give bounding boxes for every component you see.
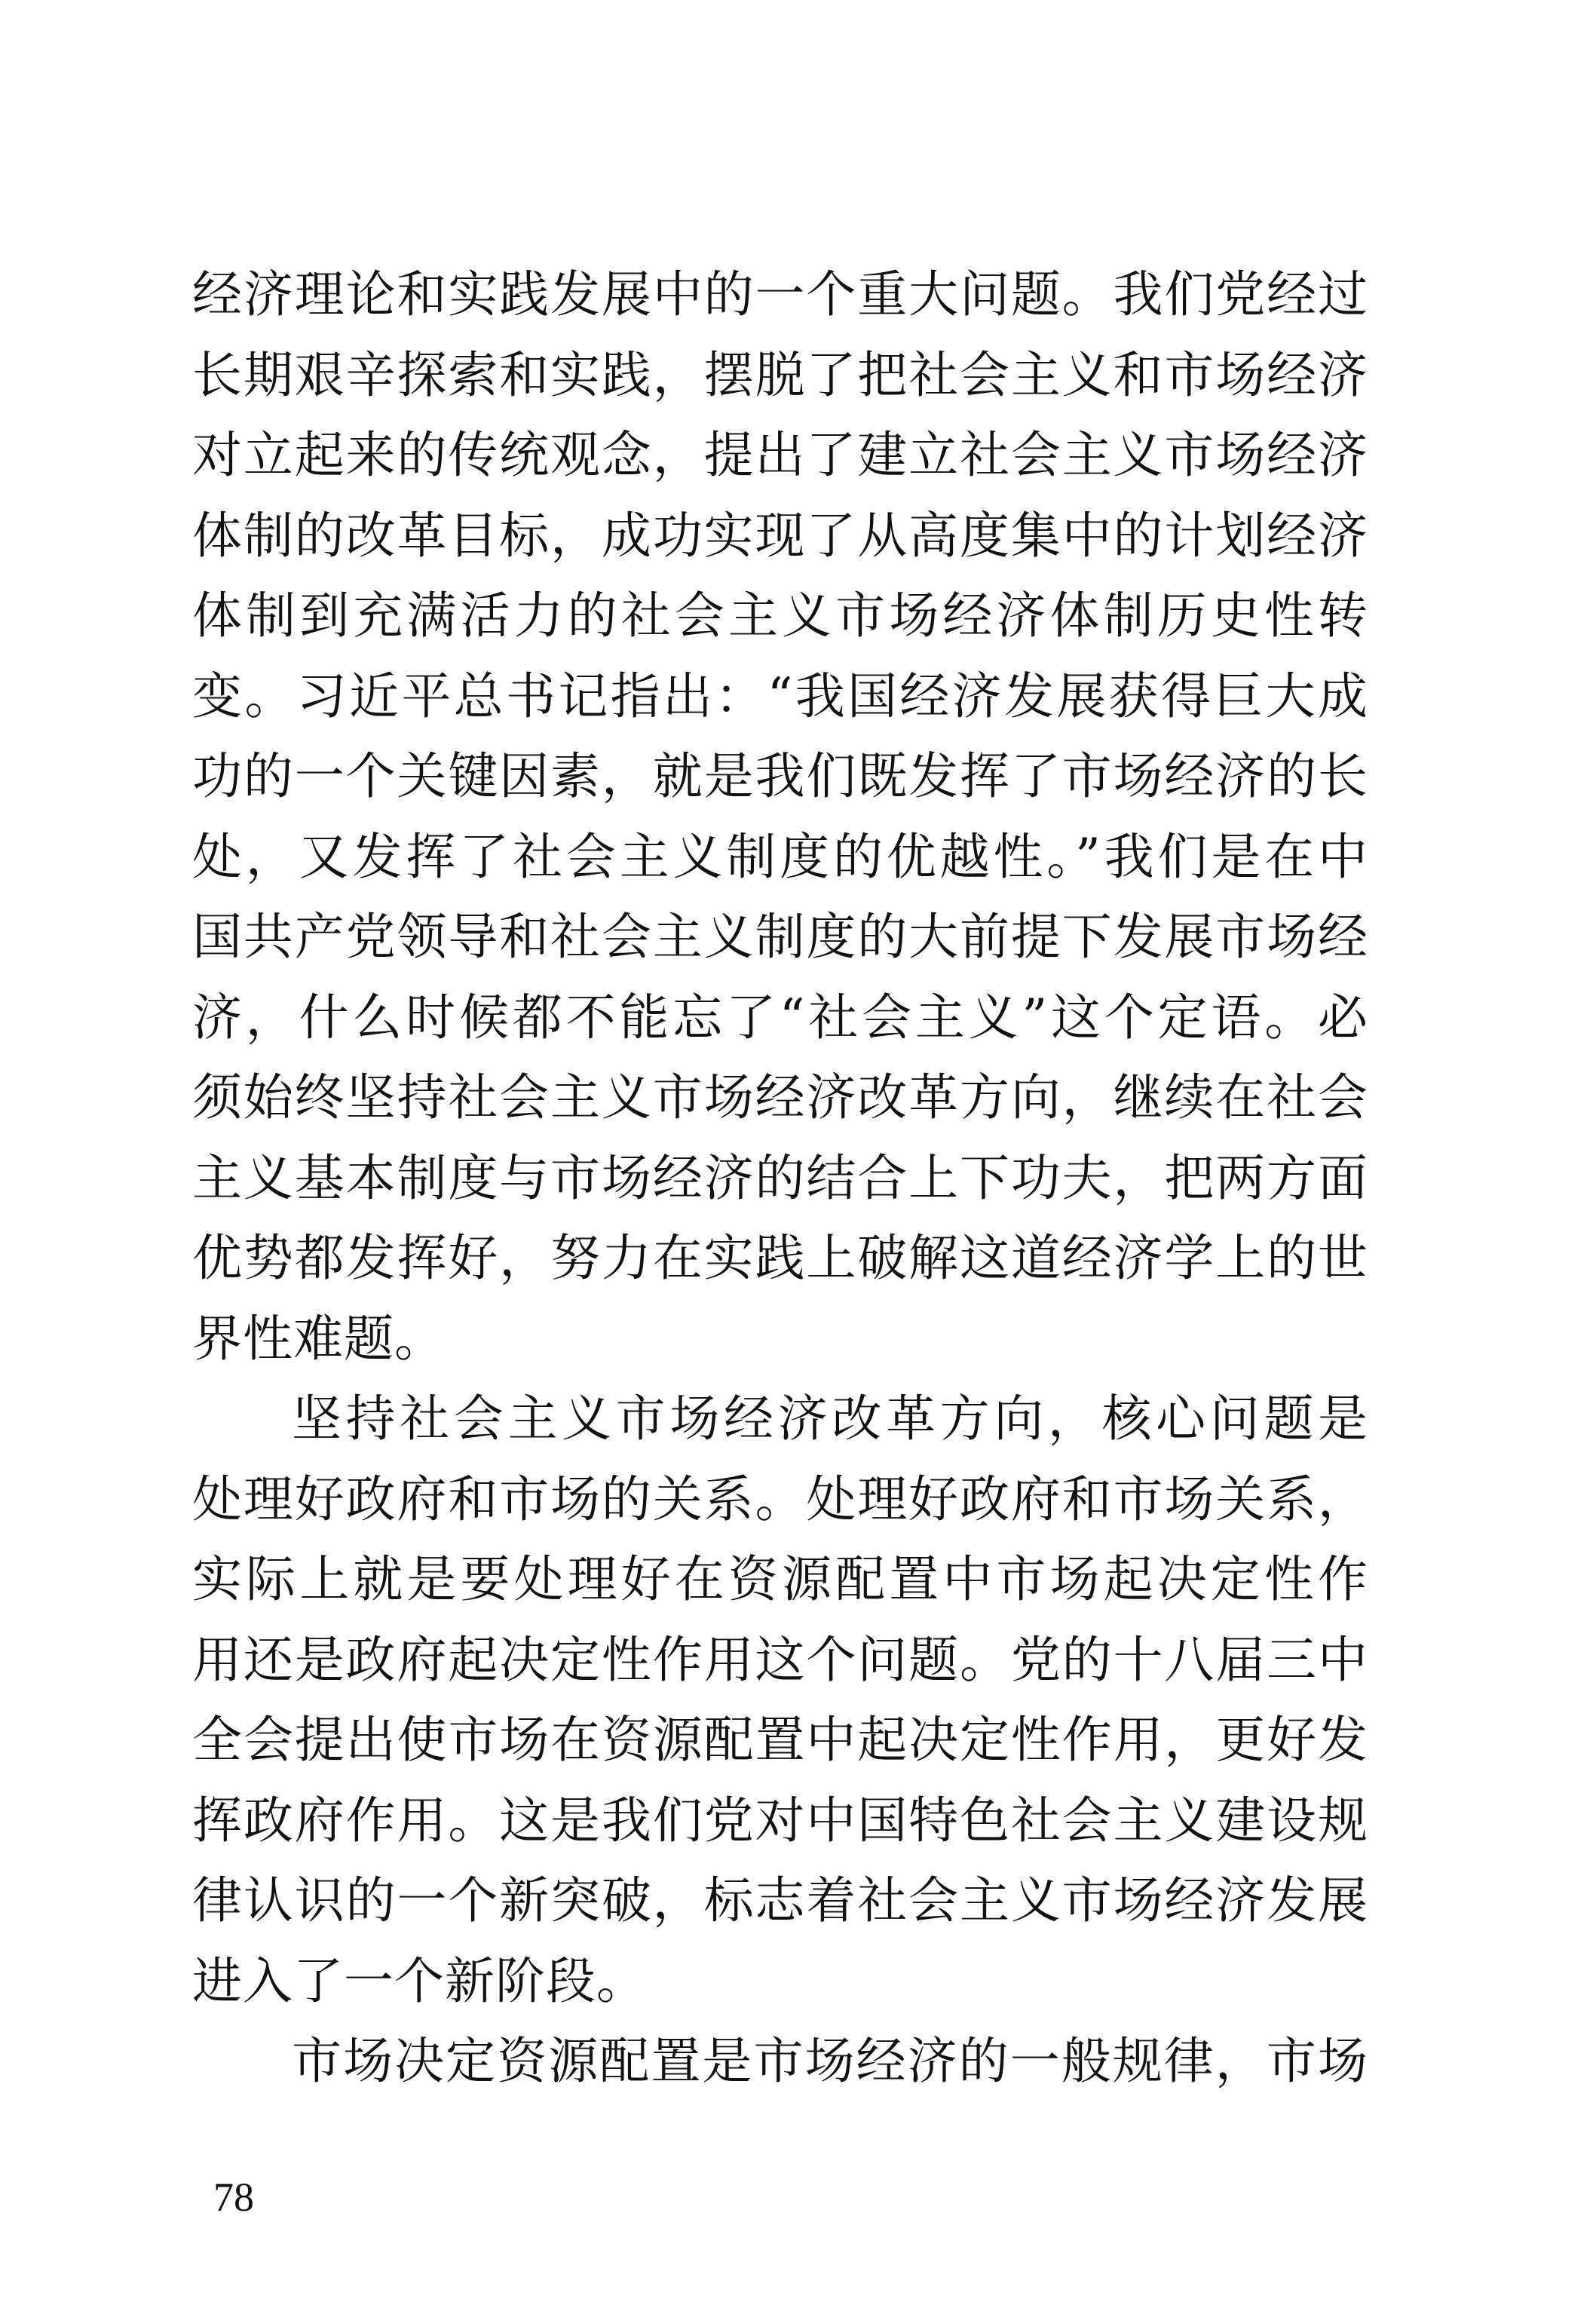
text-line: 变。习近平总书记指出：“我国经济发展获得巨大成 (192, 667, 1368, 725)
text-line: 功的一个关键因素，就是我们既发挥了市场经济的长 (192, 747, 1368, 805)
text-line: 主义基本制度与市场经济的结合上下功夫，把两方面 (192, 1148, 1368, 1207)
text-line: 国共产党领导和社会主义制度的大前提下发展市场经 (192, 908, 1368, 966)
text-line-paragraph-end: 界性难题。 (192, 1309, 445, 1368)
text-line: 长期艰辛探索和实践，摆脱了把社会主义和市场经济 (192, 345, 1368, 404)
text-line: 须始终坚持社会主义市场经济改革方向，继续在社会 (192, 1068, 1368, 1126)
paragraph-start-line: 坚持社会主义市场经济改革方向，核心问题是 (292, 1390, 1368, 1448)
text-line: 实际上就是要处理好在资源配置中市场起决定性作 (192, 1550, 1368, 1608)
paragraph-start-line: 市场决定资源配置是市场经济的一般规律，市场 (292, 2032, 1368, 2090)
text-line: 济，什么时候都不能忘了“社会主义”这个定语。必 (192, 988, 1368, 1047)
text-line: 经济理论和实践发展中的一个重大问题。我们党经过 (192, 265, 1368, 323)
text-line: 用还是政府起决定性作用这个问题。党的十八届三中 (192, 1630, 1368, 1689)
text-line: 律认识的一个新突破，标志着社会主义市场经济发展 (192, 1871, 1368, 1929)
text-line: 优势都发挥好，努力在实践上破解这道经济学上的世 (192, 1229, 1368, 1287)
page-number: 78 (213, 2175, 254, 2220)
text-line: 处理好政府和市场的关系。处理好政府和市场关系， (192, 1470, 1368, 1528)
text-line: 体制的改革目标，成功实现了从高度集中的计划经济 (192, 506, 1368, 565)
text-line: 挥政府作用。这是我们党对中国特色社会主义建设规 (192, 1791, 1368, 1850)
body-text (192, 255, 1368, 2102)
text-line: 体制到充满活力的社会主义市场经济体制历史性转 (192, 587, 1368, 645)
text-line: 全会提出使市场在资源配置中起决定性作用，更好发 (192, 1711, 1368, 1769)
text-line: 对立起来的传统观念，提出了建立社会主义市场经济 (192, 426, 1368, 484)
text-line: 处，又发挥了社会主义制度的优越性。”我们是在中 (192, 827, 1368, 886)
text-line-paragraph-end: 进入了一个新阶段。 (192, 1951, 647, 2010)
